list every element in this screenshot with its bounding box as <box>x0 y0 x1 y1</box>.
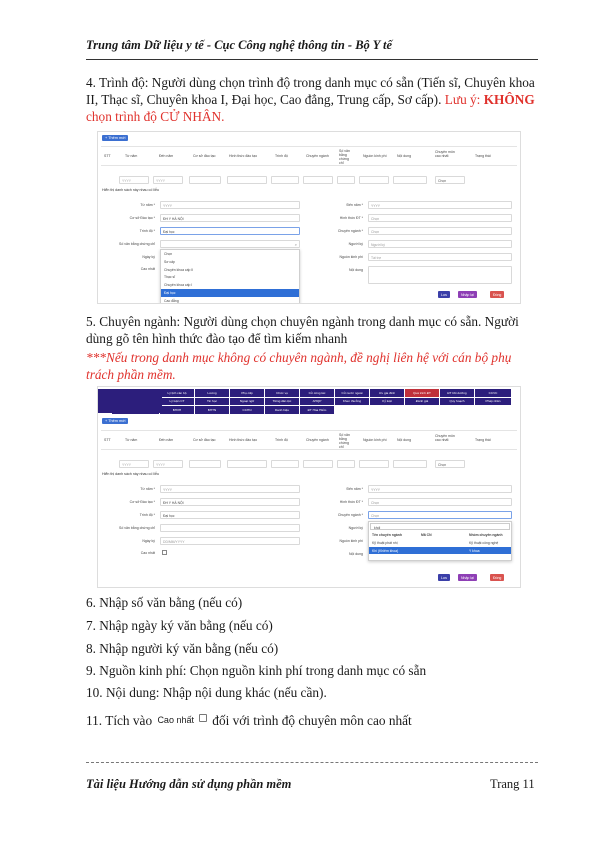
dropdown-header <box>369 531 511 539</box>
menu-item[interactable]: Khen thưởng <box>335 398 369 406</box>
step-11-prefix: 11. Tích vào <box>86 713 153 728</box>
save-button[interactable]: Lưu <box>438 574 450 581</box>
select-chuyen-nganh[interactable]: Chọn <box>368 511 512 519</box>
page-number: Trang 11 <box>490 777 535 791</box>
col-hinh-thuc: Hình thức đào tạo <box>229 438 258 442</box>
menu-item[interactable]: BHXH <box>160 406 194 414</box>
dropdown-option[interactable]: Chuyên khoa cấp I <box>164 283 193 288</box>
label-hinh-thuc: Hình thức ĐT * <box>339 216 363 220</box>
input-ngay-ky[interactable]: DD/MM/YYYY <box>160 537 300 545</box>
filter-den-nam[interactable]: YYYY <box>153 176 183 184</box>
step-11-suffix: đối với trình độ chuyên môn cao nhất <box>212 713 412 728</box>
reload-button[interactable]: Nhập lại <box>458 574 477 581</box>
dropdown-option-selected[interactable] <box>369 547 511 555</box>
reload-button[interactable]: Nhập lại <box>458 291 477 298</box>
dropdown-option[interactable]: Cao đẳng <box>164 298 179 303</box>
add-button[interactable]: + Thêm mới <box>102 135 128 141</box>
close-button[interactable]: Đóng <box>490 574 504 581</box>
label-tu-nam: Từ năm * <box>140 203 155 207</box>
dropdown-option-name: Khí (Khiêm khoa) <box>372 548 399 553</box>
label-co-so: Cơ sở Đào tạo * <box>129 216 155 220</box>
filter-hinh-thuc[interactable] <box>227 460 267 468</box>
col-noi-dung: Nội dung <box>397 154 412 158</box>
input-nguoi-ky[interactable]: Người ký <box>368 240 512 248</box>
label-noi-dung: Nội dung <box>348 268 363 272</box>
step-4-text: 4. Trình độ: Người dùng chọn trình độ trong danh mục có sẵn (Tiến sĩ, Chuyên khoa II, Thạc sĩ, Chuyên khoa I, Đại học, Cao đẳng, Trung cấp, Sơ cấp). <box>86 75 535 107</box>
menu-item[interactable]: Quy hoạch <box>440 398 474 406</box>
filter-so-van-bang[interactable] <box>337 176 355 184</box>
label-trinh-do: Trình độ * <box>139 229 155 233</box>
dropdown-option-name: Kỹ thuật phát nhị <box>372 540 398 545</box>
checkbox-icon <box>199 714 207 722</box>
col-den-nam: Đến năm <box>159 438 174 442</box>
step-6: 6. Nhập số văn bằng (nếu có) <box>86 595 243 610</box>
textarea-noi-dung[interactable] <box>368 266 512 284</box>
select-chuyen-nganh[interactable]: Chọn <box>368 227 512 235</box>
menu-item[interactable]: AHQP <box>300 398 334 406</box>
dropdown-option[interactable]: Chọn <box>164 252 173 256</box>
filter-nguon[interactable] <box>359 176 389 184</box>
col-so-van-bang: Số văn bằng chứng chỉ <box>339 433 350 449</box>
step-4-paragraph <box>86 74 541 125</box>
step-10: 10. Nội dung: Nhập nội dung khác (nếu cần). <box>86 685 327 700</box>
label-ngay-ky: Ngày ký <box>142 539 155 543</box>
menu-item[interactable]: Lý luận CT <box>160 398 194 406</box>
filter-noi-dung[interactable] <box>393 460 427 468</box>
menu-item[interactable]: Danh hiệu <box>265 406 299 414</box>
form-section-title: Hiển thị danh sách này nhau cố liễu <box>102 472 159 476</box>
label-chuyen-nganh: Chuyên ngành * <box>337 229 363 233</box>
menu-left-block <box>97 389 162 413</box>
label-nguoi-ky: Người ký <box>348 242 363 246</box>
add-button[interactable]: + Thêm mới <box>102 418 128 424</box>
label-den-nam: Đến năm * <box>346 203 363 207</box>
label-so-van-bang: Số văn bằng chứng chỉ <box>118 526 155 530</box>
menu-item[interactable]: Phụ cấp <box>230 389 264 397</box>
step-8: 8. Nhập người ký văn bằng (nếu có) <box>86 641 279 656</box>
menu-item[interactable]: Tin học <box>195 398 229 406</box>
col-so-van-bang: Số văn bằng chứng chỉ <box>339 149 350 165</box>
save-button[interactable]: Lưu <box>438 291 450 298</box>
filter-nguon[interactable] <box>359 460 389 468</box>
footer-title: Tài liệu Hướng dẫn sử dụng phần mềm <box>86 777 292 791</box>
col-cao-nhat: Chuyên môn cao nhất <box>435 434 455 442</box>
note-prefix: Lưu ý: <box>444 92 481 107</box>
label-tu-nam: Từ năm * <box>140 487 155 491</box>
note-suffix: chọn trình độ CỬ NHÂN. <box>86 109 225 124</box>
input-den-nam[interactable]: YYYY <box>368 485 512 493</box>
menu-item[interactable]: Cử công tác <box>300 389 334 397</box>
step-7: 7. Nhập ngày ký văn bằng (nếu có) <box>86 618 273 633</box>
page-header: Trung tâm Dữ liệu y tế - Cục Công nghệ thông tin - Bộ Y tế <box>86 38 393 52</box>
filter-tu-nam[interactable]: YYYY <box>119 176 149 184</box>
menu-item[interactable]: Đánh giá <box>405 398 439 406</box>
search-icon: ⌕ <box>294 242 297 247</box>
input-tu-nam[interactable]: YYYY <box>160 485 300 493</box>
input-co-so[interactable]: ĐH Y HÀ NỘI <box>160 498 300 506</box>
label-den-nam: Đến năm * <box>346 487 363 491</box>
dropdown-search-input[interactable]: khối <box>370 523 510 530</box>
step-11 <box>86 712 541 729</box>
menu-item[interactable]: Lương <box>195 389 229 397</box>
label-cao-nhat: Cao nhất <box>140 267 155 271</box>
label-nguon-kinh-phi: Nguồn kinh phí <box>339 539 363 543</box>
menu-item[interactable]: Lý lịch cán bộ <box>160 389 194 397</box>
select-nguon-kinh-phi[interactable]: Tài trợ <box>368 253 512 261</box>
col-tu-nam: Từ năm <box>125 438 138 442</box>
filter-trinh-do[interactable] <box>271 460 299 468</box>
label-noi-dung: Nội dung <box>348 552 363 556</box>
menu-item-active[interactable]: Quá trình ĐT <box>405 389 439 397</box>
select-hinh-thuc[interactable]: Chọn <box>368 498 512 506</box>
step-9: 9. Nguồn kinh phí: Chọn nguồn kinh phí trong danh mục có sẵn <box>86 663 427 678</box>
col-trinh-do: Trình độ <box>275 154 288 158</box>
col-nguon-kinh-phi: Nguồn kinh phí <box>363 154 387 158</box>
screenshot-trinh-do <box>97 131 521 304</box>
dropdown-option-group: Kỹ thuật công nghệ <box>469 540 499 545</box>
label-trinh-do: Trình độ * <box>139 513 155 517</box>
label-nguoi-ky: Người ký <box>348 526 363 530</box>
filter-co-so[interactable] <box>189 460 221 468</box>
label-chuyen-nganh: Chuyên ngành * <box>337 513 363 517</box>
menu-item[interactable]: Kỷ luật <box>370 398 404 406</box>
filter-cao-nhat[interactable]: Chọn <box>435 460 465 468</box>
select-trinh-do[interactable]: Đại học <box>160 227 300 235</box>
header-divider <box>86 59 538 60</box>
dropdown-col-group: Nhóm chuyên ngành <box>469 533 503 537</box>
label-so-van-bang: Số văn bằng chứng chỉ <box>118 242 155 246</box>
dropdown-option[interactable]: Chuyên khoa cấp II <box>164 267 194 272</box>
select-trinh-do[interactable]: Đại học <box>160 511 300 519</box>
filter-den-nam[interactable]: YYYY <box>153 460 183 468</box>
menu-item[interactable]: Chức vụ <box>265 389 299 397</box>
dropdown-col-code: Mã CN <box>421 533 432 537</box>
note-bold: KHÔNG <box>483 92 535 107</box>
close-button[interactable]: Đóng <box>490 291 504 298</box>
menu-item[interactable]: Pháp nhân <box>475 398 511 406</box>
label-hinh-thuc: Hình thức ĐT * <box>339 500 363 504</box>
col-stt: STT <box>104 154 111 158</box>
col-stt: STT <box>104 438 111 442</box>
dropdown-option-group: Y khoa <box>469 548 480 553</box>
menu-item[interactable]: Tiếng dân tộc <box>265 398 299 406</box>
dropdown-option[interactable] <box>369 539 511 547</box>
col-co-so: Cơ sở đào tạo <box>193 438 216 442</box>
col-chuyen-nganh: Chuyên ngành <box>306 154 329 158</box>
input-so-van-bang[interactable] <box>160 524 300 532</box>
trinh-do-dropdown <box>160 249 300 304</box>
filter-chuyen-nganh[interactable] <box>303 460 333 468</box>
dropdown-option[interactable]: Thạc sĩ <box>164 275 176 280</box>
screenshot-chuyen-nganh <box>97 386 521 588</box>
col-noi-dung: Nội dung <box>397 438 412 442</box>
table-header <box>101 430 517 450</box>
filter-so-van-bang[interactable] <box>337 460 355 468</box>
label-nguon-kinh-phi: Nguồn kinh phí <box>339 255 363 259</box>
col-trang-thai: Trạng thái <box>475 438 491 442</box>
select-hinh-thuc[interactable]: Chọn <box>368 214 512 222</box>
filter-noi-dung[interactable] <box>393 176 427 184</box>
col-trang-thai: Trạng thái <box>475 154 491 158</box>
filter-row <box>101 175 517 185</box>
filter-row <box>101 459 517 469</box>
step-5-note: ***Nếu trong danh mục không có chuyên ngành, đề nghị liên hệ với cán bộ phụ trách phần mềm. <box>86 350 512 382</box>
dropdown-option-selected[interactable]: Đại học <box>161 289 299 297</box>
col-chuyen-nganh: Chuyên ngành <box>306 438 329 442</box>
dropdown-option[interactable]: Sơ cấp <box>164 259 175 264</box>
filter-tu-nam[interactable]: YYYY <box>119 460 149 468</box>
menu-item[interactable]: Cử nước ngoài <box>335 389 369 397</box>
filter-trinh-do[interactable] <box>271 176 299 184</box>
filter-chuyen-nganh[interactable] <box>303 176 333 184</box>
menu-item[interactable]: Ưu gia đình <box>370 389 404 397</box>
dropdown-col-name: Tên chuyên ngành <box>372 533 402 537</box>
label-cao-nhat: Cao nhất <box>140 551 155 555</box>
col-nguon-kinh-phi: Nguồn kinh phí <box>363 438 387 442</box>
label-ngay-ky: Ngày ký <box>142 255 155 259</box>
col-tu-nam: Từ năm <box>125 154 138 158</box>
col-trinh-do: Trình độ <box>275 438 288 442</box>
chuyen-nganh-dropdown <box>368 521 512 561</box>
cao-nhat-label: Cao nhất <box>157 715 194 725</box>
input-den-nam[interactable]: YYYY <box>368 201 512 209</box>
input-co-so[interactable]: ĐH Y HÀ NỘI <box>160 214 300 222</box>
footer-divider <box>86 762 538 763</box>
col-co-so: Cơ sở đào tạo <box>193 154 216 158</box>
form-section-title: Hiển thị danh sách này nhau cố liễu <box>102 188 159 192</box>
filter-hinh-thuc[interactable] <box>227 176 267 184</box>
menu-item[interactable]: CCVC <box>475 389 511 397</box>
label-co-so: Cơ sở Đào tạo * <box>129 500 155 504</box>
menu-item[interactable]: ĐT Hóa Hiểm <box>300 406 334 414</box>
input-so-van-bang[interactable] <box>160 240 300 248</box>
table-header <box>101 146 517 166</box>
col-cao-nhat: Chuyên môn cao nhất <box>435 150 455 158</box>
menu-item[interactable]: Ngoại ngữ <box>230 398 264 406</box>
cao-nhat-checkbox[interactable] <box>162 550 167 555</box>
filter-cao-nhat[interactable]: Chọn <box>435 176 465 184</box>
step-5-paragraph: 5. Chuyên ngành: Người dùng chọn chuyên ngành trong danh mục có sẵn. Người dùng gõ tên hình thức đào tạo để tìm kiếm nhanh <box>86 314 519 346</box>
filter-co-so[interactable] <box>189 176 221 184</box>
col-hinh-thuc: Hình thức đào tạo <box>229 154 258 158</box>
menu-item[interactable]: ĐT bồi dưỡng <box>440 389 474 397</box>
input-tu-nam[interactable]: YYYY <box>160 201 300 209</box>
col-den-nam: Đến năm <box>159 154 174 158</box>
menu-item[interactable]: BHTN <box>195 406 229 414</box>
menu-item[interactable]: CCHN <box>230 406 264 414</box>
